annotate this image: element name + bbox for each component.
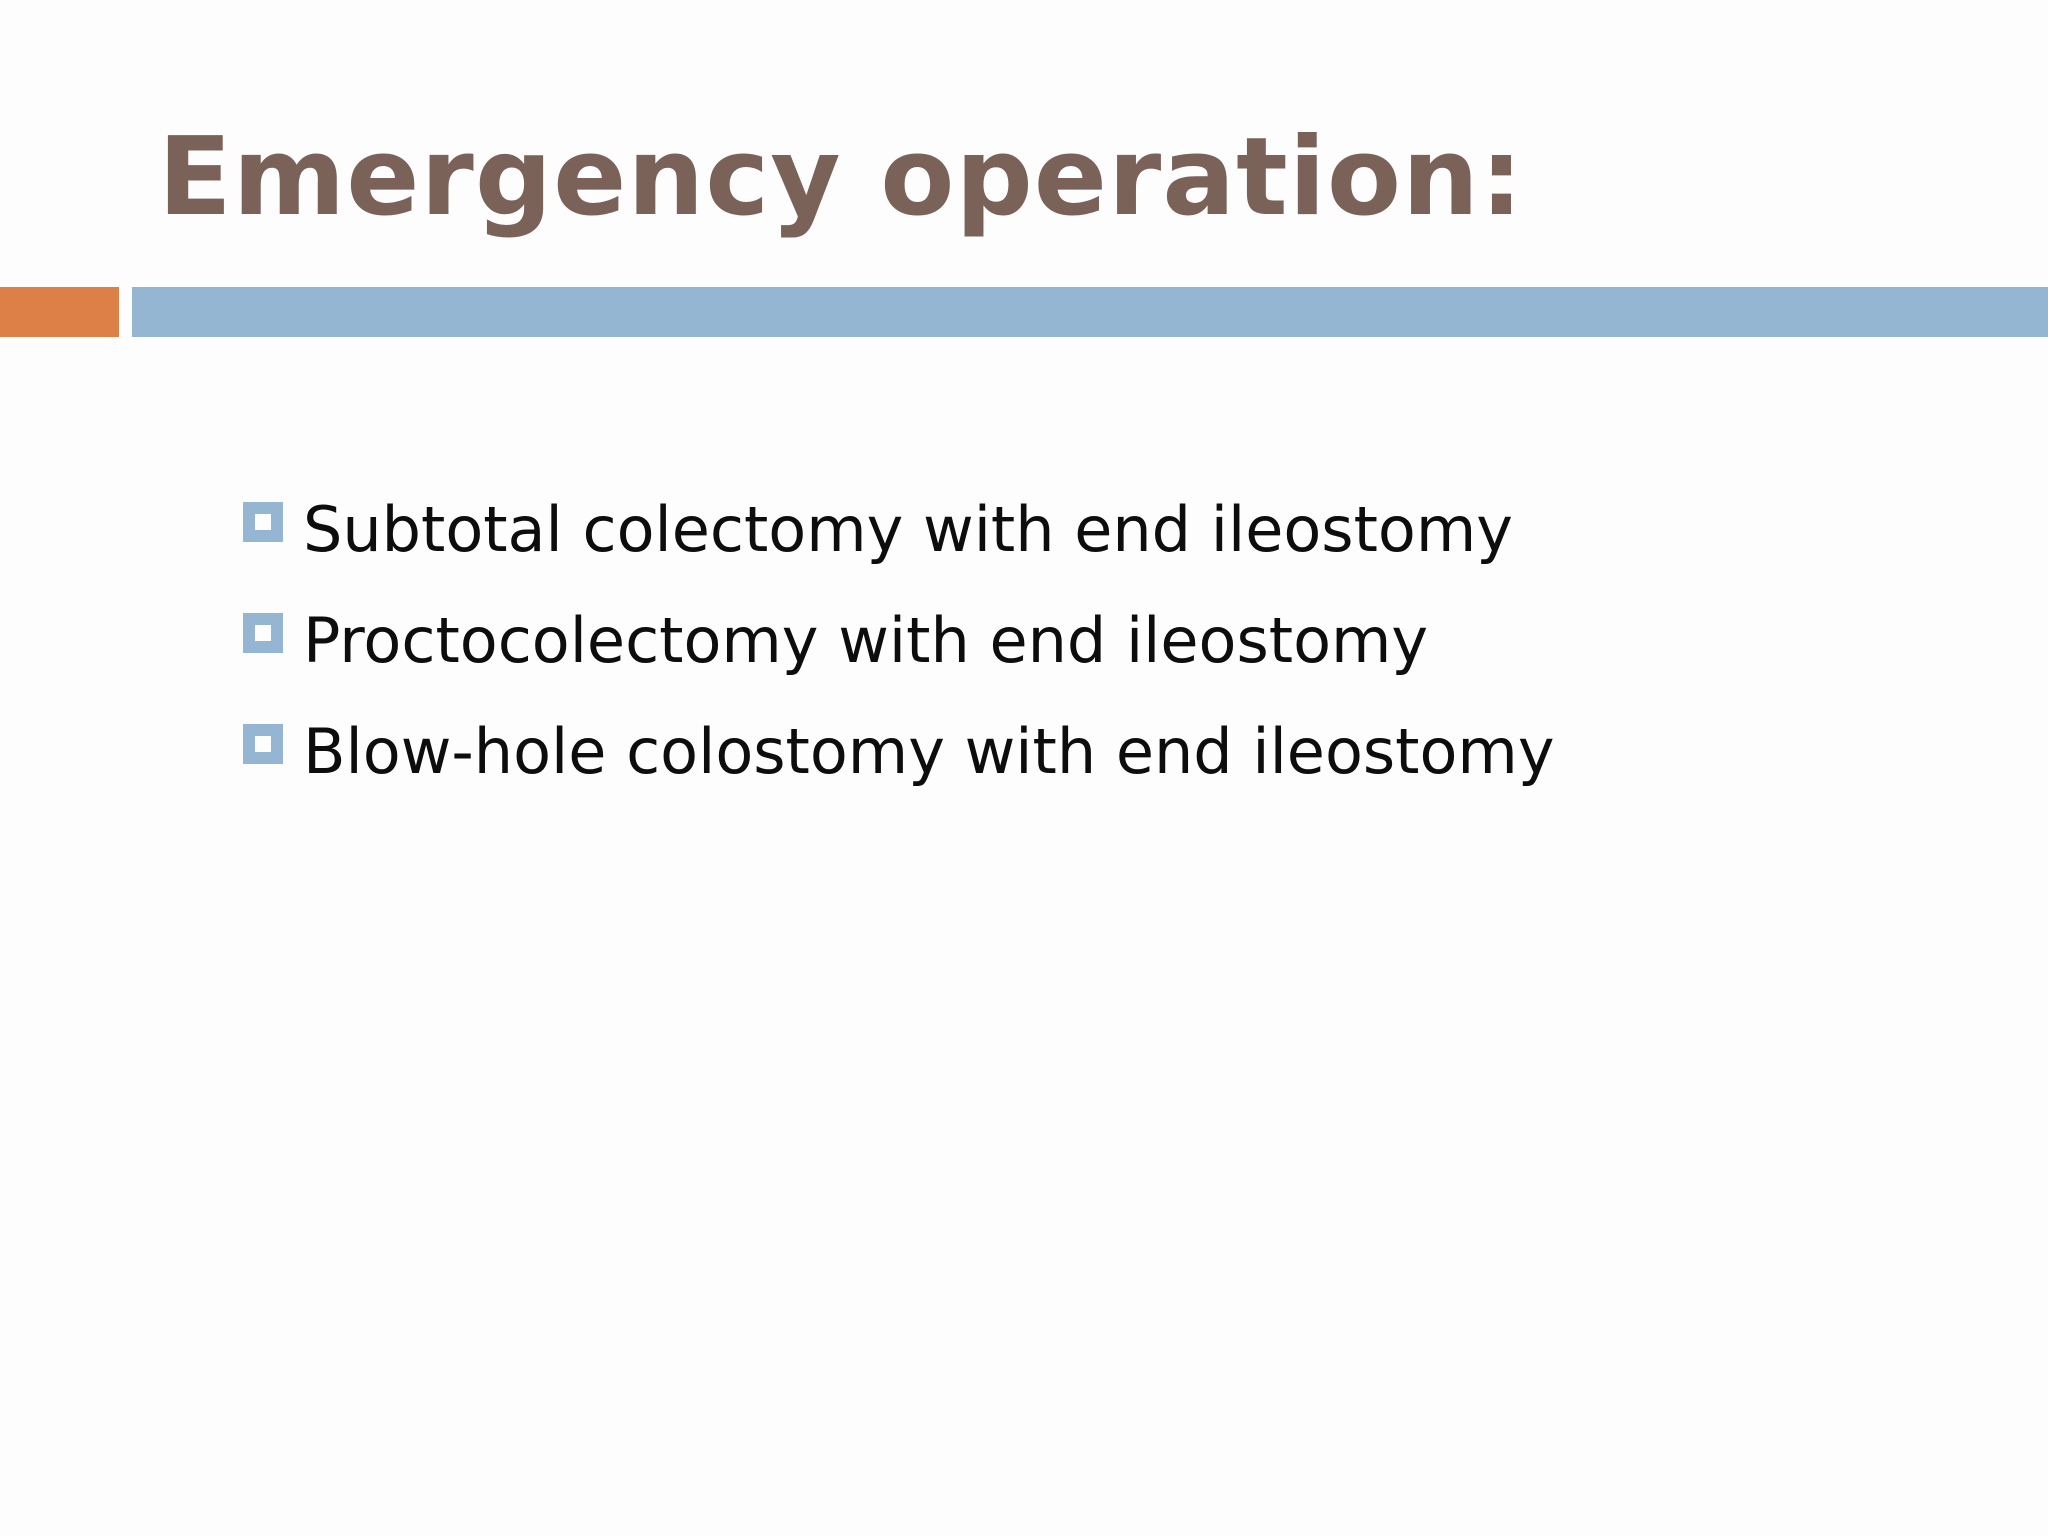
bullet-text: Blow-hole colostomy with end ileostomy [303, 715, 1555, 788]
bullet-item [243, 601, 1555, 712]
bullet-item [243, 712, 1555, 823]
accent-bar-blue [132, 287, 2048, 337]
square-bullet-icon [243, 502, 283, 542]
accent-bar-orange [0, 287, 119, 337]
bullet-text: Proctocolectomy with end ileostomy [303, 604, 1429, 677]
bullet-list [243, 490, 1555, 823]
bullet-text: Subtotal colectomy with end ileostomy [303, 493, 1513, 566]
bullet-item [243, 490, 1555, 601]
square-bullet-icon [243, 613, 283, 653]
slide-title: Emergency operation: [158, 115, 1525, 240]
square-bullet-icon [243, 724, 283, 764]
